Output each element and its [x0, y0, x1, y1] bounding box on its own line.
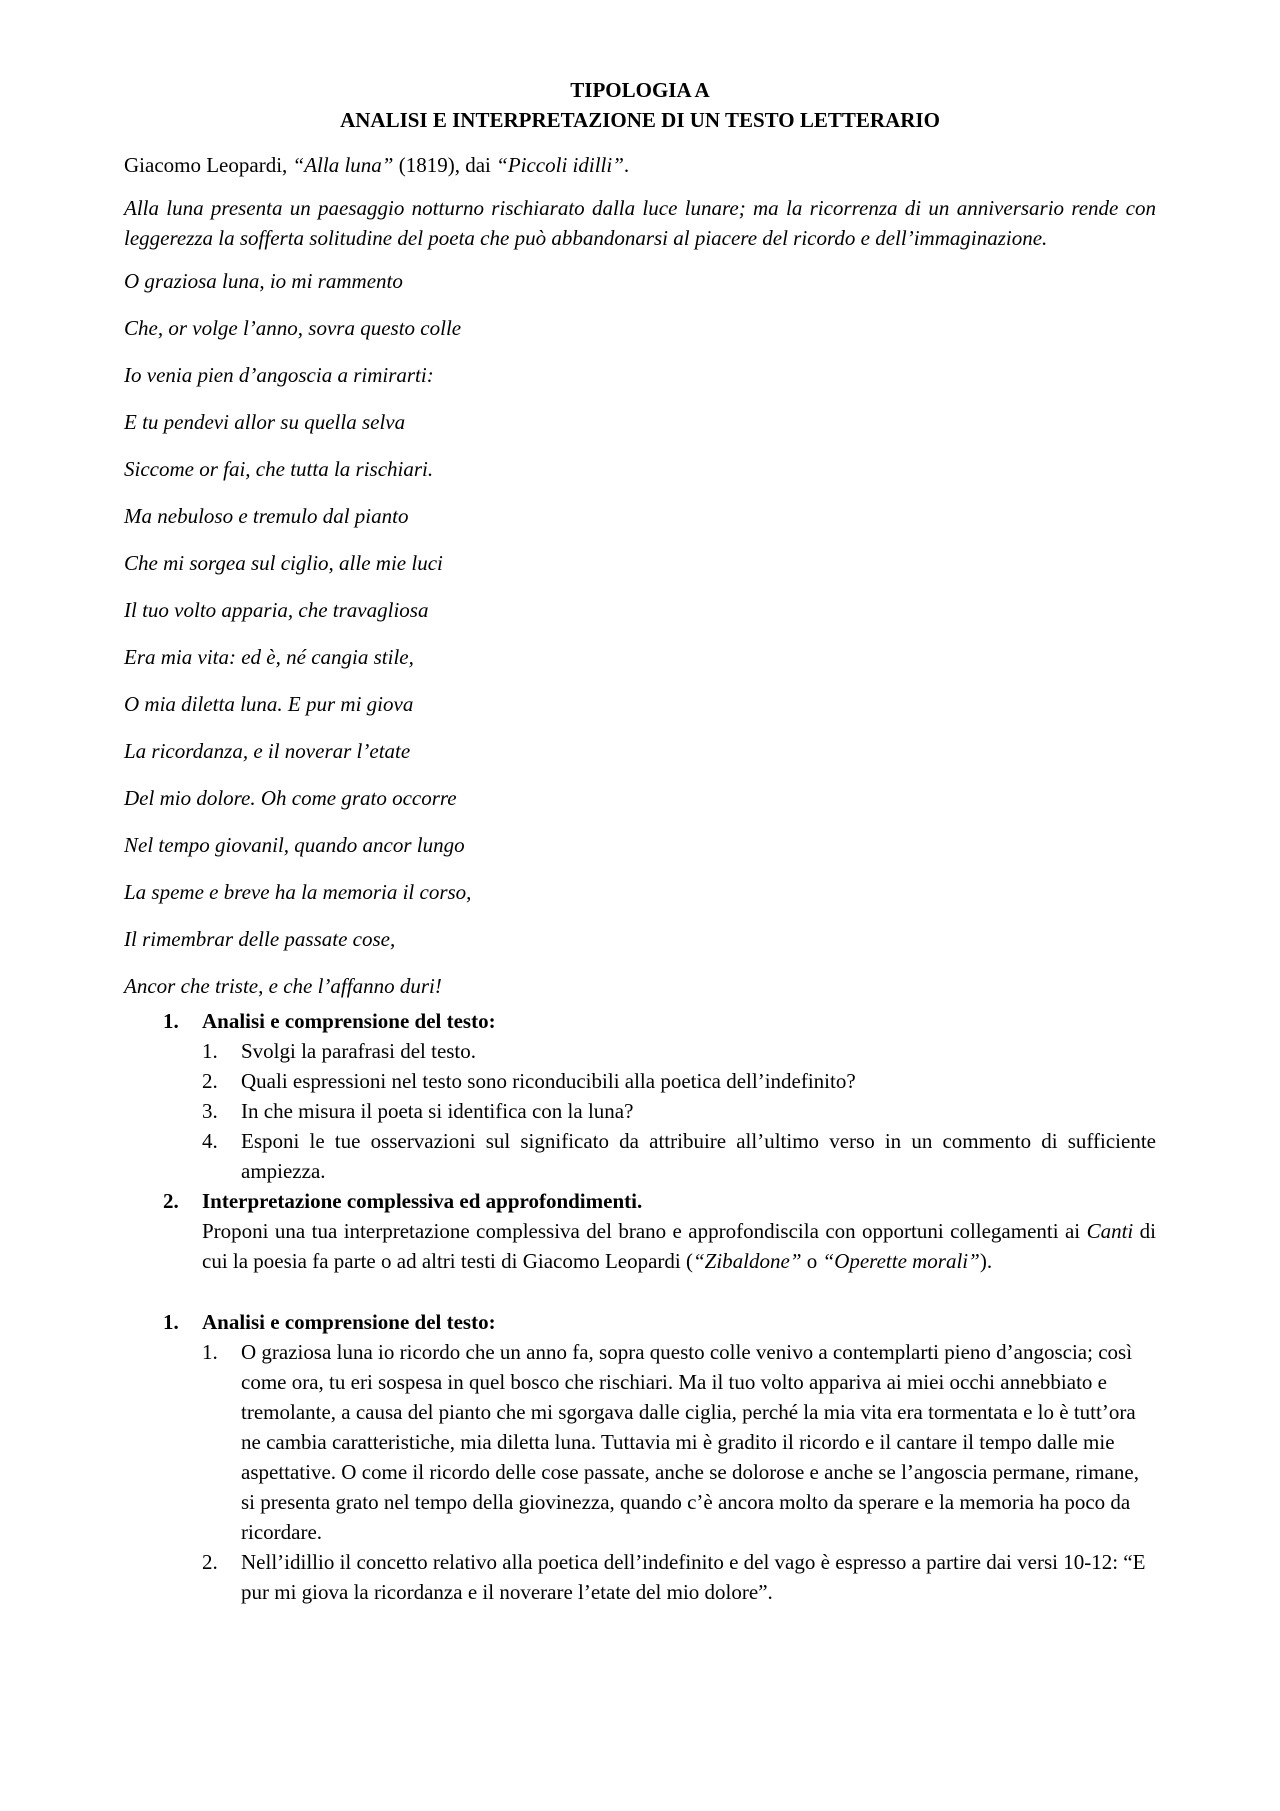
answer-list — [124, 1307, 1156, 1607]
task-section-2-text-part: Proponi una tua interpretazione complessiva del brano e approfondiscila con opportuni collegamenti ai — [202, 1218, 1087, 1243]
source-author: Giacomo Leopardi, — [124, 152, 293, 177]
poem-verse: Era mia vita: ed è, né cangia stile, — [124, 644, 414, 669]
question-item — [202, 1096, 1156, 1126]
question-number: 4. — [202, 1128, 218, 1153]
poem-verse: O graziosa luna, io mi rammento — [124, 268, 403, 293]
question-text: In che misura il poeta si identifica con la luna? — [241, 1098, 634, 1123]
poem-verse: O mia diletta luna. E pur mi giova — [124, 691, 414, 716]
section-spacer — [124, 1276, 1156, 1306]
poem-verse: Che mi sorgea sul ciglio, alle mie luci — [124, 550, 443, 575]
answer-number: 1. — [202, 1339, 218, 1364]
question-number: 2. — [202, 1068, 218, 1093]
poem-verse: E tu pendevi allor su quella selva — [124, 409, 406, 434]
answer-items — [202, 1337, 1156, 1607]
answer-text: O graziosa luna io ricordo che un anno fa, sopra questo colle venivo a contemplarti pieno d’angoscia; così come ora, tu eri sospesa in quel bosco che rischiari. Ma il tuo volto appariva ai miei occhi annebbiato e tremolante, a causa del pianto che mi sgorgava dalle ciglia, perché la mia vita era tormentata e lo è tutt’ora ne cambia caratteristiche, mia diletta luna. Tuttavia mi è gradito il ricordo e il cantare il tempo dalle mie aspettative. O come il ricordo delle cose passate, anche se dolorose e anche se l’angoscia permane, rimane, si presenta grato nel tempo della giovinezza, quando c’è ancora molto da sperare e la memoria ha poco da ricordare. — [241, 1339, 1139, 1544]
poem-verse: Io venia pien d’angoscia a rimirarti: — [124, 362, 434, 387]
question-number: 3. — [202, 1098, 218, 1123]
task-section-2-text-part: ). — [979, 1248, 993, 1273]
task-section-2-text-part: di cui la poesia fa parte o ad altri testi di Giacomo Leopardi ( — [202, 1218, 1156, 1273]
document-title-line-2: ANALISI E INTERPRETAZIONE DI UN TESTO LETTERARIO — [340, 107, 940, 132]
poem-verse: La ricordanza, e il noverar l’etate — [124, 738, 411, 763]
poem-verse: Che, or volge l’anno, sovra questo colle — [124, 315, 462, 340]
source-collection: “Piccoli idilli” — [496, 152, 624, 177]
poem-verse: Del mio dolore. Oh come grato occorre — [124, 785, 457, 810]
canti-title: Canti — [1086, 1218, 1134, 1243]
poem-verse: Ma nebuloso e tremulo dal pianto — [124, 503, 409, 528]
poem-verse: Il rimembrar delle passate cose, — [124, 926, 396, 951]
document-title-line-1: TIPOLOGIA A — [570, 78, 710, 102]
question-text: Svolgi la parafrasi del testo. — [241, 1038, 477, 1063]
question-text: Esponi le tue osservazioni sul significato da attribuire all’ultimo verso in un commento di sufficiente ampiezza. — [241, 1128, 1156, 1183]
task-section-1-heading: Analisi e comprensione del testo: — [202, 1008, 496, 1033]
task-section-1 — [124, 1006, 1156, 1186]
question-item — [202, 1066, 1156, 1096]
task-section-1-number: 1. — [163, 1008, 179, 1033]
task-section-2-text-part: o — [801, 1248, 823, 1273]
question-item — [202, 1126, 1156, 1186]
source-citation — [124, 150, 1156, 180]
poem-verse: La speme e breve ha la memoria il corso, — [124, 879, 472, 904]
source-year: (1819), dai — [393, 152, 497, 177]
answer-section-1 — [124, 1307, 1156, 1607]
answer-section-1-number: 1. — [163, 1309, 179, 1334]
answer-number: 2. — [202, 1549, 218, 1574]
operette-morali-title: “Operette morali” — [822, 1248, 980, 1273]
intro-paragraph: Alla luna presenta un paesaggio notturno rischiarato dalla luce lunare; ma la ricorrenza di un anniversario rende con leggerezza la sofferta solitudine del poeta che può abbandonarsi al piacere del ricordo e dell’immaginazione. — [124, 195, 1156, 250]
source-title: “Alla luna” — [292, 152, 394, 177]
answer-item — [202, 1547, 1156, 1607]
answer-item — [202, 1337, 1156, 1547]
question-text: Quali espressioni nel testo sono riconducibili alla poetica dell’indefinito? — [241, 1068, 856, 1093]
zibaldone-title: “Zibaldone” — [692, 1248, 802, 1273]
poem-verse: Il tuo volto apparia, che travagliosa — [124, 597, 429, 622]
poem-verse: Siccome or fai, che tutta la rischiari. — [124, 456, 434, 481]
answer-text: Nell’idillio il concetto relativo alla poetica dell’indefinito e del vago è espresso a partire dai versi 10-12: “E pur mi giova la ricordanza e il noverare l’etate del mio dolore”. — [241, 1549, 1146, 1604]
task-list — [124, 1006, 1156, 1276]
task-section-1-questions — [202, 1036, 1156, 1186]
poem-verse: Nel tempo giovanil, quando ancor lungo — [124, 832, 465, 857]
answer-section-1-heading: Analisi e comprensione del testo: — [202, 1309, 496, 1334]
task-section-2-number: 2. — [163, 1188, 179, 1213]
poem-verse: Ancor che triste, e che l’affanno duri! — [124, 973, 442, 998]
task-section-2-heading: Interpretazione complessiva ed approfondimenti. — [202, 1188, 643, 1213]
task-section-2 — [124, 1186, 1156, 1276]
source-end: . — [623, 152, 630, 177]
poem — [124, 266, 1156, 1005]
question-item — [202, 1036, 1156, 1066]
question-number: 1. — [202, 1038, 218, 1063]
task-section-2-text — [202, 1216, 1156, 1276]
